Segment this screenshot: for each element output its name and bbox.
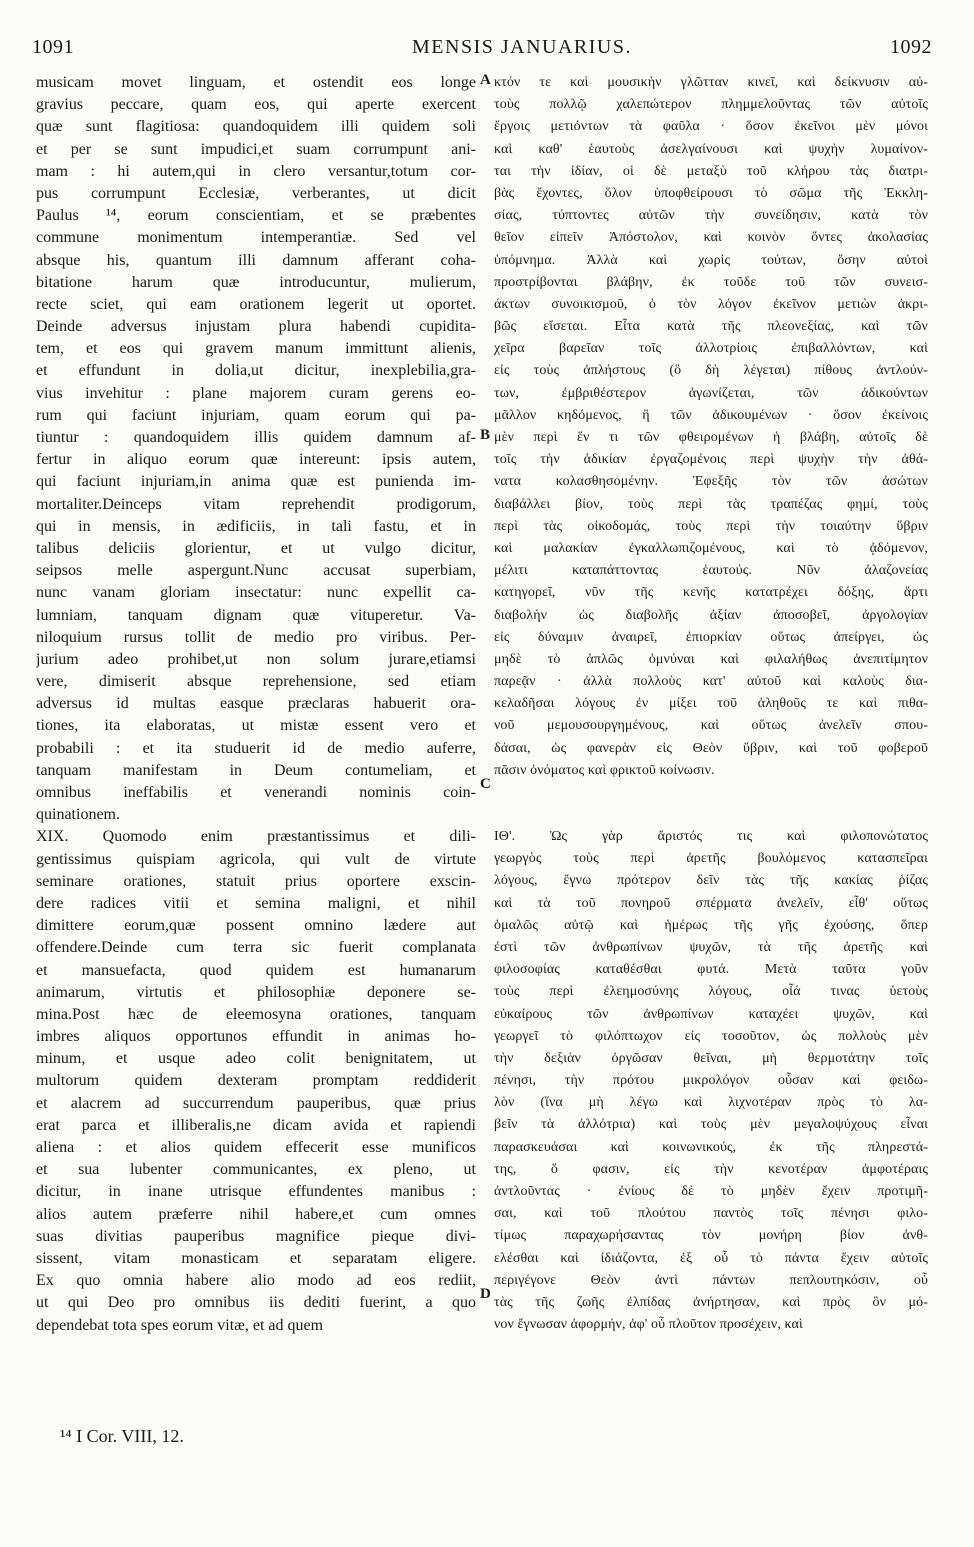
text-line: alios autem præferre nihil habere,et cum omnes	[36, 1205, 476, 1223]
text-line: ἔργοις μετιόντων τὰ φαῦλα · ὅσον ἐκεῖνοι μὲν μόνοι	[494, 119, 928, 135]
text-line: ὁμαλῶς αὐτῷ καὶ ἡμέρως τῆς γῆς ἐχούσης, ὅπερ	[494, 917, 928, 933]
text-line: τὰς τῆς ζωῆς ἐλπίδας ἀνήρτησαν, καὶ πρὸς ὃν μό-	[494, 1294, 928, 1310]
text-line: quinationem.	[36, 806, 120, 824]
text-line: τοὺς πολλῷ χαλεπώτερον πλημμελοῦντας τῶν αὐτοῖς	[494, 97, 928, 113]
text-line: rum qui faciunt injuriam, quam eorum qui pa-	[36, 406, 476, 424]
margin-marker-a: A	[480, 72, 491, 88]
text-line: animarum, virtutis et philosophiæ deponere se-	[36, 983, 476, 1001]
text-line: sissent, vitam monasticam et separatam eligere.	[36, 1249, 476, 1267]
text-line: mam : hi autem,qui in clero versantur,totum cor-	[36, 162, 476, 180]
text-line: multorum quidem dexteram promptam reddiderit	[36, 1072, 476, 1090]
text-line: γεωργὸς τοὺς περὶ ἀρετῆς βουλόμενος κατασπεῖραι	[494, 851, 928, 867]
text-line: νατα κολασθησομένην. Ἐφεξῆς τὸν τῶν ἀσώτων	[494, 474, 928, 490]
text-line: μᾶλλον κηδόμενος, ἢ τῶν ἀδικουμένων · ὅσον ἐκείνοις	[494, 407, 928, 423]
text-line: καὶ καθ' ἑαυτοὺς ἀσελγαίνουσι καὶ ψυχὴν λυμαίνον-	[494, 141, 928, 157]
text-line: πᾶσιν ὀνόματος καὶ φρικτοῦ κοίνωσιν.	[494, 762, 715, 778]
text-line: et per se sunt impudici,et suam corrumpunt ani-	[36, 140, 476, 158]
text-line: ελέσθαι καὶ ἰδιάζοντα, ἐξ οὗ τὸ πάντα ἔχειν αὐτοῖς	[494, 1250, 928, 1266]
text-line: et alacrem ad succurrendum pauperibus, quæ prius	[36, 1094, 476, 1112]
margin-marker-c: C	[480, 776, 491, 792]
page-number-left: 1091	[32, 36, 74, 58]
text-line: tem, et eos qui gravem manum immittunt alienis,	[36, 340, 476, 358]
text-line: seminare orationes, statuit prius oportere exscin-	[36, 872, 476, 890]
text-line: διαβάλλει βίον, τοὺς περὶ τὰς τραπέζας φημί, τοὺς	[494, 496, 928, 512]
text-line: μηδὲ τὸ ἁπλῶς ὀμνύναι καὶ φιλαλήθως ἀνεπιτίμητον	[494, 651, 928, 667]
text-line: κτόν τε καὶ μουσικὴν γλῶτταν κινεῖ, καὶ δείκνυσιν αὐ-	[494, 75, 928, 90]
text-line: ut qui Deo pro omnibus iis dediti fuerint, a quo	[36, 1294, 476, 1312]
text-line: Deinde adversus injustam plura habendi cupidita-	[36, 318, 476, 336]
text-line: λὸν (ἵνα μὴ λέγω καὶ λιχνοτέραν πρὸς τὸ λα-	[494, 1095, 928, 1111]
text-line: mina.Post hæc de eleemosyna orationes, tanquam	[36, 1005, 476, 1023]
text-line: vius invehitur : plane majorem curam gerens eo-	[36, 384, 476, 402]
text-line: dicitur, in inane utrisque effundentes manibus :	[36, 1183, 476, 1201]
text-line: τὴν δεξιὰν ὀργῶσαν θεῖναι, μὴ θερμοτάτην τοῖς	[494, 1050, 928, 1066]
running-title: MENSIS JANUARIUS.	[412, 36, 632, 58]
text-line: bitatione harum quæ introducuntur, mulierum,	[36, 273, 476, 291]
text-line: adversus id multas easque præclaras habuerit ora-	[36, 695, 476, 713]
page-header	[32, 36, 932, 66]
text-line: τίμως παραχωρήσαντας τὸν μονήρη βίον ἀνθ-	[494, 1228, 928, 1244]
text-line: jurium adeo prohibet,ut non solum jurare,etiamsi	[36, 650, 476, 668]
text-line: recte sciet, qui eam orationem legerit ut oportet.	[36, 295, 476, 313]
text-line: musicam movet linguam, et ostendit eos longe	[36, 74, 476, 91]
text-line: vere, dimiserit absque reprehensione, sed etiam	[36, 673, 476, 691]
text-line: καὶ μαλακίαν ἐγκαλλωπιζομένους, καὶ τὸ ᾀδόμενον,	[494, 540, 928, 556]
text-line: imbres aliquos opportunos effundit in animas ho-	[36, 1028, 476, 1046]
text-line: διαβολὴν ὡς διαβολῆς ἀξίαν ἀποσοβεῖ, ἀργολογίαν	[494, 607, 928, 623]
text-line: seipsos melle aspergunt.Nunc accusat superbiam,	[36, 562, 476, 580]
text-line: dere radices vitii et semina maligni, et nihil	[36, 894, 476, 912]
text-line: minum, et usque adeo colit benignitatem, ut	[36, 1050, 476, 1068]
text-line: tanquam manifestam in Deum contumeliam, et	[36, 761, 476, 779]
text-line: περὶ τὰς οἰκοδομάς, τοὺς περὶ τὴν τοιαύτην ὕβριν	[494, 518, 928, 534]
text-line: erat parca et illiberalis,ne dicam avida et rapiendi	[36, 1116, 476, 1134]
text-line: Ex quo omnia habere alio modo ad eos rediit,	[36, 1272, 476, 1290]
text-line: λόγους, ἔγνω πρότερον δεῖν τὰς τῆς κακίας ῥίζας	[494, 873, 928, 889]
text-line: εἰς τοὺς ἀπλήστους (ὃ δὴ λέγεται) πίθους ἀντλούν-	[494, 363, 928, 379]
text-line: omnibus ineffabilis et venerandi nominis coin-	[36, 784, 476, 801]
text-line: τοὺς περὶ ἐλεημοσύνης λόγους, οἷά τινας ὑετοὺς	[494, 984, 928, 1000]
text-line: lumniam, tanquam dignam quæ vituperetur. Va-	[36, 606, 476, 624]
text-line: ἀντλοῦντας · ἐνίους δὲ τὸ μηδὲν ἔχειν προτιμῆ-	[494, 1184, 928, 1199]
text-line: tiuntur : quandoquidem illis quidem damnum af-	[36, 429, 476, 446]
text-line: κατηγορεῖ, νῦν τῆς κενῆς κατατρέχει δόξης, ἄρτι	[494, 585, 928, 601]
text-line: suas divitias pauperibus magnifice pieque divi-	[36, 1227, 476, 1245]
text-line: qui in mensis, in ædificiis, in tali fastu, et in	[36, 517, 476, 535]
greek-column	[494, 72, 928, 1336]
text-line: qui faciunt injuriam,in anima quæ est puniendа im-	[36, 473, 476, 491]
text-line: προστρίβονται βλάβην, ἐκ τοῦδε τοῦ τῶν συνεισ-	[494, 274, 928, 290]
text-line: commune monimentum intemperantiæ. Sed vel	[36, 229, 476, 247]
text-line: ται τὴν ἰδίαν, οἱ δὲ μεταξὺ τοῦ κλήρου τὰς διατρι-	[494, 163, 928, 179]
text-line: νοῦ μεμουσουργημένους, καὶ οὕτως ἀνελεῖν σπου-	[494, 718, 928, 734]
text-line: γεωργεῖ τὸ φιλόπτωχον εἰς τοσοῦτον, ὡς πολλοὺς μὲν	[494, 1028, 928, 1044]
text-line: κελαδῆσαι λόγους ἐν μίξει τοῦ ἀληθοῦς τε καὶ πιθα-	[494, 696, 928, 712]
text-line: talibus deliciis glorientur, et ut vulgo dicitur,	[36, 539, 476, 557]
text-line: ἐστὶ τῶν ἀνθρωπίνων ψυχῶν, τὰ τῆς ἀρετῆς καὶ	[494, 939, 928, 955]
text-line: XIX. Quomodo enim præstantissimus et dili-	[36, 828, 476, 846]
text-line: παρεᾷν · ἀλλὰ πολλοὺς κατ' αὐτοῦ καὶ καλοὺς δια-	[494, 674, 928, 690]
text-line: absque his, quantum illi damnum afferant coha-	[36, 251, 476, 269]
paragraph-gap	[494, 782, 928, 826]
text-line: χεῖρα βαρεῖαν τοῖς ἀλλοτρίοις ἐπιβαλλόντων, καὶ	[494, 341, 928, 357]
text-line: tiones, ita elaboratas, ut mistæ essent vero et	[36, 717, 476, 735]
text-line: νον ἔγνωσαν ἀφορμήν, ἀφ' οὗ πλοῦτον προσέχειν, καὶ	[494, 1317, 803, 1333]
margin-marker-b: B	[480, 427, 491, 443]
text-line: pus corrumpunt Ecclesiæ, verberantes, ut dicit	[36, 184, 476, 202]
margin-marker-d: D	[480, 1286, 491, 1302]
text-line: θεῖον εἰπεῖν Ἀπόστολον, καὶ κοινὸν ὄντες ἀκολασίας	[494, 230, 928, 246]
text-line: et mansuefacta, quod quidem est humanarum	[36, 961, 476, 979]
text-line: fertur in aliquo eorum quæ intereunt: ipsis autem,	[36, 451, 476, 469]
text-line: probabili : et ita studuerit id de medio auferre,	[36, 739, 476, 757]
latin-column	[36, 72, 476, 1337]
text-line: βὰς ἔχοντες, ὅλον ὑποφθείρουσι τὸ σῶμα τῆς Ἐκκλη-	[494, 185, 928, 201]
text-line: εὐκαίρους τῶν ἀνθρωπίνων καταχέει ψυχῶν, καὶ	[494, 1006, 928, 1022]
text-line: σίας, τύπτοντες αὐτῶν τὴν συνείδησιν, κατὰ τὸν	[494, 208, 928, 224]
text-line: των, ἐμβριθέστερον ἀγωνίζεται, τῶν ἀδικούντων	[494, 385, 928, 401]
text-line: σαι, καὶ τοῦ πλούτου παντὸς τοῖς πένησι φιλο-	[494, 1206, 928, 1222]
text-line: gravius peccare, quam eos, qui aperte exercent	[36, 96, 476, 114]
text-line: et sua lubenter communicantes, ex pleno, ut	[36, 1161, 476, 1179]
text-line: παρασκευάσαι καὶ κοινωνικούς, ἐκ τῆς πληρεστά-	[494, 1139, 928, 1155]
text-line: offendere.Deinde cum terra sic fuerit complanata	[36, 939, 476, 957]
text-line: ΙΘ'. Ὡς γὰρ ἄριστός τις καὶ φιλοπονώτατος	[494, 829, 928, 844]
text-line: δάσαι, ὡς φανερὰν εἰς Θεὸν ὕβριν, καὶ τοῦ φοβεροῦ	[494, 740, 928, 756]
text-line: τοῖς τὴν ἀδικίαν ἐργαζομένοις περὶ ψυχὴν τὴν ἀθά-	[494, 452, 928, 468]
text-line: gentissimus quispiam agricola, qui vult de virtute	[36, 850, 476, 868]
text-line: άκτων συνοικισμοῦ, ὁ τὸν λόγον ἐκεῖνον μετιὼν ἀκρι-	[494, 296, 928, 312]
text-line: quæ sunt flagitiosa: quandoquidem illi quidem soli	[36, 118, 476, 136]
text-line: ὑπόμνημα. Ἀλλὰ καὶ χωρὶς τούτων, ὅσην αὐτοὶ	[494, 252, 928, 268]
text-line: βεῖν τὰ ἀλλότρια) καὶ τοὺς μὲν μεγαλοψύχους εἶναι	[494, 1117, 928, 1133]
text-line: aliena : et alios quidem effecerit esse munificos	[36, 1139, 476, 1156]
text-line: φιλοσοφίας καταθέσθαι φυτά. Μετὰ ταῦτα γοῦν	[494, 962, 928, 978]
text-line: mortaliter.Deinceps vitam reprehendit prodigorum,	[36, 495, 476, 513]
text-line: μὲν περὶ ἕν τι τῶν φθειρομένων ἡ βλάβη, αὐτοῖς δὲ	[494, 430, 928, 445]
text-line: εἰς δύναμιν ἀναιρεῖ, ἐπιορκίαν οὕτως ἀπείργει, ὡς	[494, 629, 928, 645]
text-line: niloquium rursus tollit de medio pro viribus. Per-	[36, 628, 476, 646]
footnote: ¹⁴ I Cor. VIII, 12.	[60, 1426, 184, 1446]
text-line: της, ὅ φασιν, εἰς τὴν κενοτέραν ἀμφοτέραις	[494, 1161, 928, 1177]
text-line: περιγέγονε Θεὸν ἀντὶ πάντων πεπλουτηκόσιν, οὗ	[494, 1272, 928, 1288]
text-line: βῶς εἴσεται. Εἶτα κατὰ τῆς πλεονεξίας, καὶ τῶν	[494, 319, 928, 335]
text-line: Paulus ¹⁴, eorum conscientiam, et se præbentes	[36, 207, 476, 225]
text-line: πένησι, τὴν πρότου μικρολόγον οὖσαν καὶ φειδω-	[494, 1073, 928, 1089]
text-line: dimittere eorum,quæ possent omnino lædere aut	[36, 917, 476, 935]
page-number-right: 1092	[890, 36, 932, 58]
text-line: et effundunt in dolia,ut dicitur, inexplebilia,gra-	[36, 362, 476, 380]
text-line: dependebat tota spes eorum vitæ, et ad quem	[36, 1316, 324, 1334]
text-line: μέλιτι καταπάττοντας ἑαυτούς. Νῦν ἀλαζονείας	[494, 563, 928, 579]
text-line: καὶ τὰ τοῦ πονηροῦ σπέρματα ἀνελεῖν, εἶθ' οὕτως	[494, 895, 928, 911]
text-line: nunc vanam gloriam insectatur: nunc expellit ca-	[36, 584, 476, 602]
